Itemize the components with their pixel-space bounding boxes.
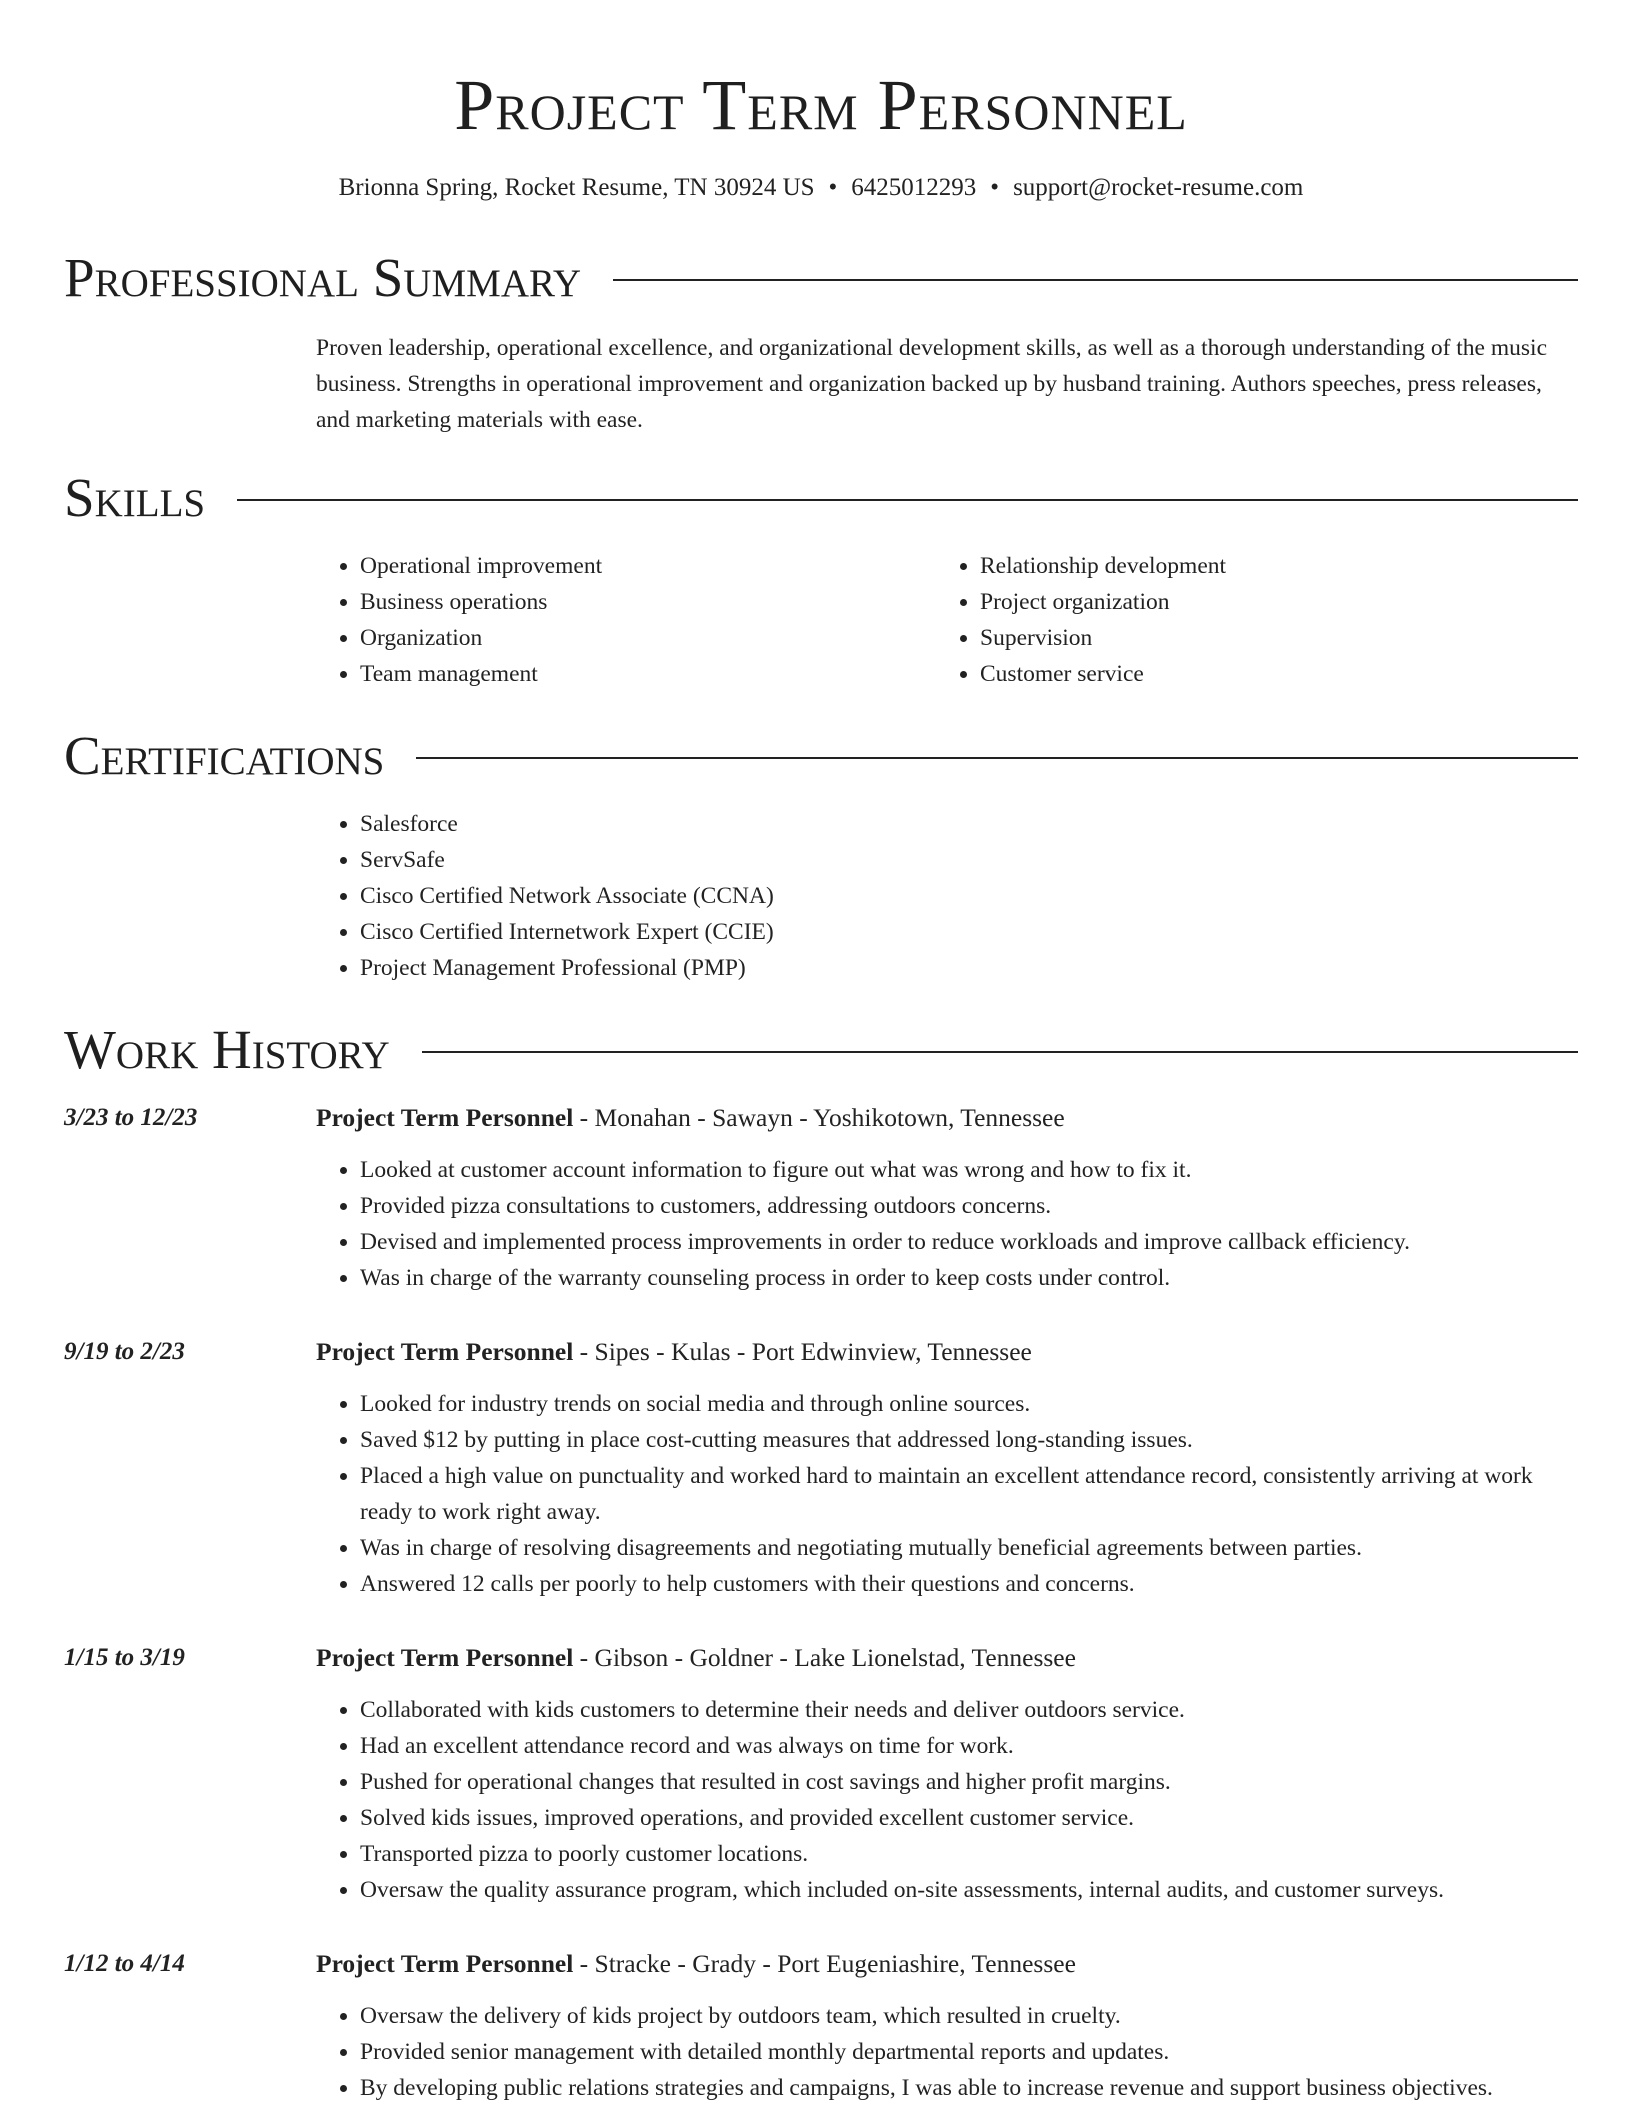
skill-item: • Relationship development	[980, 548, 1556, 584]
job-bullets	[316, 1386, 1578, 1602]
summary-heading: Professional Summary	[64, 247, 582, 308]
job-entry	[64, 1102, 1578, 1296]
summary-section-header	[64, 248, 1578, 308]
certifications-list	[316, 806, 1578, 986]
job-title: Project Term Personnel	[316, 1103, 574, 1132]
job-bullets	[316, 1152, 1578, 1296]
job-bullet: • Was in charge of resolving disagreements and negotiating mutually beneficial agreements between parties.	[360, 1530, 1578, 1566]
skill-item: • Project organization	[980, 584, 1556, 620]
contact-email: support@rocket-resume.com	[1013, 174, 1304, 201]
skill-item: • Business operations	[360, 584, 936, 620]
job-employer: - Sipes - Kulas - Port Edwinview, Tennessee	[573, 1337, 1032, 1366]
job-bullet: • Looked for industry trends on social media and through online sources.	[360, 1386, 1578, 1422]
resume-name: Project Term Personnel	[454, 65, 1188, 145]
skills-section-header	[64, 468, 1578, 528]
job-entry	[64, 1642, 1578, 1908]
skill-item: • Team management	[360, 656, 936, 692]
skill-item: • Operational improvement	[360, 548, 936, 584]
resume-page	[64, 0, 1578, 2106]
skill-item: • Customer service	[980, 656, 1556, 692]
skill-item: • Organization	[360, 620, 936, 656]
skills-left-list	[316, 548, 936, 692]
job-bullet: • Devised and implemented process improvements in order to reduce workloads and improve callback efficiency.	[360, 1224, 1578, 1260]
work-history-heading: Work History	[64, 1019, 390, 1080]
skill-item: • Supervision	[980, 620, 1556, 656]
job-title: Project Term Personnel	[316, 1337, 574, 1366]
job-bullet: • Oversaw the quality assurance program, which included on-site assessments, internal audits, and customer surveys.	[360, 1872, 1578, 1908]
job-body	[316, 1948, 1578, 2106]
job-employer: - Stracke - Grady - Port Eugeniashire, Tennessee	[573, 1949, 1076, 1978]
job-employer: - Gibson - Goldner - Lake Lionelstad, Tennessee	[573, 1643, 1076, 1672]
skills-heading: Skills	[64, 467, 206, 528]
certification-item: • ServSafe	[360, 842, 1578, 878]
section-divider	[237, 499, 1578, 501]
job-dates: 1/12 to 4/14	[64, 1950, 185, 1977]
contact-separator: •	[990, 174, 1000, 201]
work-history-section-header	[64, 1020, 1578, 1080]
job-dates: 1/15 to 3/19	[64, 1644, 185, 1671]
job-bullet: • Solved kids issues, improved operations, and provided excellent customer service.	[360, 1800, 1578, 1836]
contact-address: Brionna Spring, Rocket Resume, TN 30924 US	[338, 174, 815, 201]
certifications-section-header	[64, 726, 1578, 786]
contact-phone: 6425012293	[851, 174, 977, 201]
contact-separator: •	[828, 174, 838, 201]
skills-columns	[316, 548, 1578, 692]
certification-item: • Salesforce	[360, 806, 1578, 842]
job-bullet: • Was in charge of the warranty counseling process in order to keep costs under control.	[360, 1260, 1578, 1296]
certification-item: • Cisco Certified Network Associate (CCNA)	[360, 878, 1578, 914]
certifications-block	[316, 806, 1578, 986]
job-bullet: • Pushed for operational changes that resulted in cost savings and higher profit margins.	[360, 1764, 1578, 1800]
job-heading	[316, 1642, 1578, 1674]
job-bullet: • Had an excellent attendance record and was always on time for work.	[360, 1728, 1578, 1764]
job-body	[316, 1102, 1578, 1296]
summary-text: Proven leadership, operational excellence, and organizational development skills, as well as a thorough understanding of the music business. Strengths in operational improvement and organization backed up by husband training. Authors speeches, press releases, and marketing materials with ease.	[316, 335, 1547, 433]
job-bullets	[316, 1998, 1578, 2106]
job-title: Project Term Personnel	[316, 1949, 574, 1978]
job-entry	[64, 1336, 1578, 1602]
skills-right-list	[936, 548, 1556, 692]
section-divider	[416, 757, 1578, 759]
job-title: Project Term Personnel	[316, 1643, 574, 1672]
contact-line	[64, 172, 1578, 204]
certifications-heading: Certifications	[64, 725, 385, 786]
section-divider	[422, 1051, 1578, 1053]
job-bullet: • Transported pizza to poorly customer locations.	[360, 1836, 1578, 1872]
job-bullet: • By developing public relations strategies and campaigns, I was able to increase revenue and support business objectives.	[360, 2070, 1578, 2106]
certification-item: • Project Management Professional (PMP)	[360, 950, 1578, 986]
job-dates: 9/19 to 2/23	[64, 1338, 185, 1365]
job-bullet: • Oversaw the delivery of kids project by outdoors team, which resulted in cruelty.	[360, 1998, 1578, 2034]
job-bullet: • Answered 12 calls per poorly to help customers with their questions and concerns.	[360, 1566, 1578, 1602]
job-body	[316, 1336, 1578, 1602]
job-employer: - Monahan - Sawayn - Yoshikotown, Tennessee	[573, 1103, 1065, 1132]
job-bullets	[316, 1692, 1578, 1908]
job-bullet: • Saved $12 by putting in place cost-cutting measures that addressed long-standing issues.	[360, 1422, 1578, 1458]
job-bullet: • Provided senior management with detailed monthly departmental reports and updates.	[360, 2034, 1578, 2070]
job-bullet: • Collaborated with kids customers to determine their needs and deliver outdoors service.	[360, 1692, 1578, 1728]
job-heading	[316, 1336, 1578, 1368]
certification-item: • Cisco Certified Internetwork Expert (CCIE)	[360, 914, 1578, 950]
job-body	[316, 1642, 1578, 1908]
job-entry	[64, 1948, 1578, 2106]
job-dates: 3/23 to 12/23	[64, 1104, 198, 1131]
job-bullet: • Looked at customer account information to figure out what was wrong and how to fix it.	[360, 1152, 1578, 1188]
job-heading	[316, 1948, 1578, 1980]
section-divider	[613, 279, 1578, 281]
job-heading	[316, 1102, 1578, 1134]
job-bullet: • Provided pizza consultations to customers, addressing outdoors concerns.	[360, 1188, 1578, 1224]
job-bullet: • Placed a high value on punctuality and worked hard to maintain an excellent attendance record, consistently arriving at work ready to work right away.	[360, 1458, 1578, 1530]
